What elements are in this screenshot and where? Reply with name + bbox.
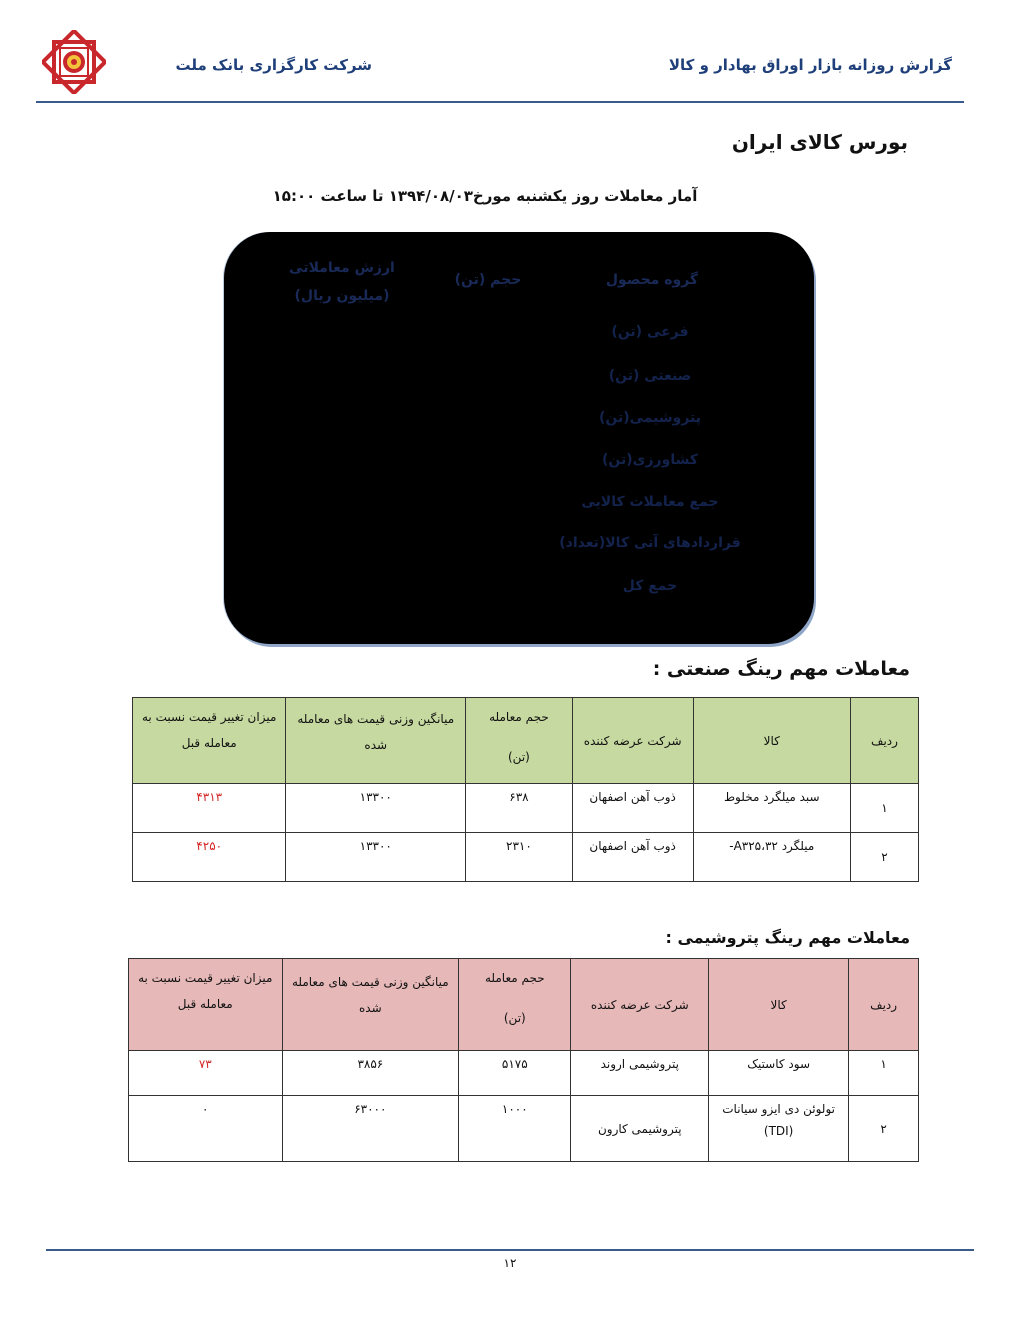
col-volume-line1: حجم معامله [489,710,549,724]
cell-price-change: ۴۲۵۰ [133,833,286,882]
page-number: ۱۲ [503,1256,517,1270]
col-avg-price: میانگین وزنی قیمت های معامله شده [282,959,459,1051]
summary-row-grand-total: جمع کل [622,578,678,594]
table-row [129,1096,919,1162]
col-volume-line2: (تن) [508,750,530,764]
table-header-row [133,698,919,784]
cell-supplier: ذوب آهن اصفهان [572,833,693,882]
cell-avg-price: ۱۳۳۰۰ [286,833,466,882]
col-volume: حجم (تن) [454,272,522,288]
table-row [129,1051,919,1096]
cell-volume: ۱۰۰۰ [459,1096,571,1162]
cell-row: ۲ [850,833,918,882]
cell-row: ۱ [850,784,918,833]
cell-price-change: ۴۳۱۳ [133,784,286,833]
col-avg-price: میانگین وزنی قیمت های معامله شده [286,698,466,784]
col-value-line1: ارزش معاملاتی [289,260,395,276]
cell-commodity: میلگرد ۳۲،A۳۲۵- [693,833,850,882]
footer-divider [46,1249,974,1251]
col-supplier: شرکت عرضه کننده [572,698,693,784]
cell-volume: ۵۱۷۵ [459,1051,571,1096]
cell-row: ۲ [849,1096,919,1162]
section-title: بورس کالای ایران [731,130,908,154]
cell-commodity-line2: (TDI) [763,1124,794,1138]
cell-price-change: ۰ [129,1096,283,1162]
col-row: ردیف [850,698,918,784]
cell-commodity: سود کاستیک [709,1051,849,1096]
industrial-ring-title: معاملات مهم رینگ صنعتی : [652,658,910,680]
summary-row-commodity-total: جمع معاملات کالایی [581,494,719,510]
petrochemical-ring-table [128,958,919,1162]
cell-commodity: سبد میلگرد مخلوط [693,784,850,833]
cell-volume: ۶۳۸ [466,784,573,833]
col-value-line2: (میلیون ریال) [294,288,390,304]
col-commodity: کالا [709,959,849,1051]
summary-row-petrochemical: پتروشیمی(تن) [598,410,702,426]
col-row: ردیف [849,959,919,1051]
cell-supplier: ذوب آهن اصفهان [572,784,693,833]
col-price-change: میزان تغییر قیمت نسبت به معامله قبل [129,959,283,1051]
cell-price-change: ۷۳ [129,1051,283,1096]
col-commodity: کالا [693,698,850,784]
summary-row-agricultural: کشاورزی(تن) [602,452,698,468]
cell-volume: ۲۳۱۰ [466,833,573,882]
cell-commodity [709,1096,849,1162]
table-header-row [129,959,919,1051]
cell-supplier: پتروشیمی کارون [571,1096,709,1162]
col-price-change: میزان تغییر قیمت نسبت به معامله قبل [133,698,286,784]
col-supplier: شرکت عرضه کننده [571,959,709,1051]
petrochemical-ring-title: معاملات مهم رینگ پتروشیمی : [665,928,910,947]
summary-row-futures: قراردادهای آتی کالا(تعداد) [559,535,741,551]
cell-row: ۱ [849,1051,919,1096]
header-divider [36,101,964,103]
trading-stats-subtitle: آمار معاملات روز یکشنبه مورخ۱۳۹۴/۰۸/۰۳ تا ساعت ۱۵:۰۰ [272,187,698,205]
col-volume [466,698,573,784]
col-volume-line2: (تن) [503,1011,526,1025]
summary-row-subsidiary: فرعی (تن) [611,324,689,340]
cell-avg-price: ۳۸۵۶ [282,1051,459,1096]
table-row [133,784,919,833]
summary-row-industrial: صنعتی (تن) [608,368,692,384]
broker-name: شرکت کارگزاری بانک ملت [175,56,372,74]
cell-avg-price: ۱۳۳۰۰ [286,784,466,833]
cell-avg-price: ۶۳۰۰۰ [282,1096,459,1162]
col-product-group: گروه محصول [605,272,699,288]
table-row [133,833,919,882]
col-volume-line1: حجم معامله [484,971,545,985]
report-title: گزارش روزانه بازار اوراق بهادار و کالا [668,56,952,74]
bank-mellat-logo [42,30,106,94]
col-volume [459,959,571,1051]
industrial-ring-table [132,697,919,882]
cell-commodity-line1: تولوئن دی ایزو سیانات [722,1102,835,1116]
cell-supplier: پتروشیمی اروند [571,1051,709,1096]
